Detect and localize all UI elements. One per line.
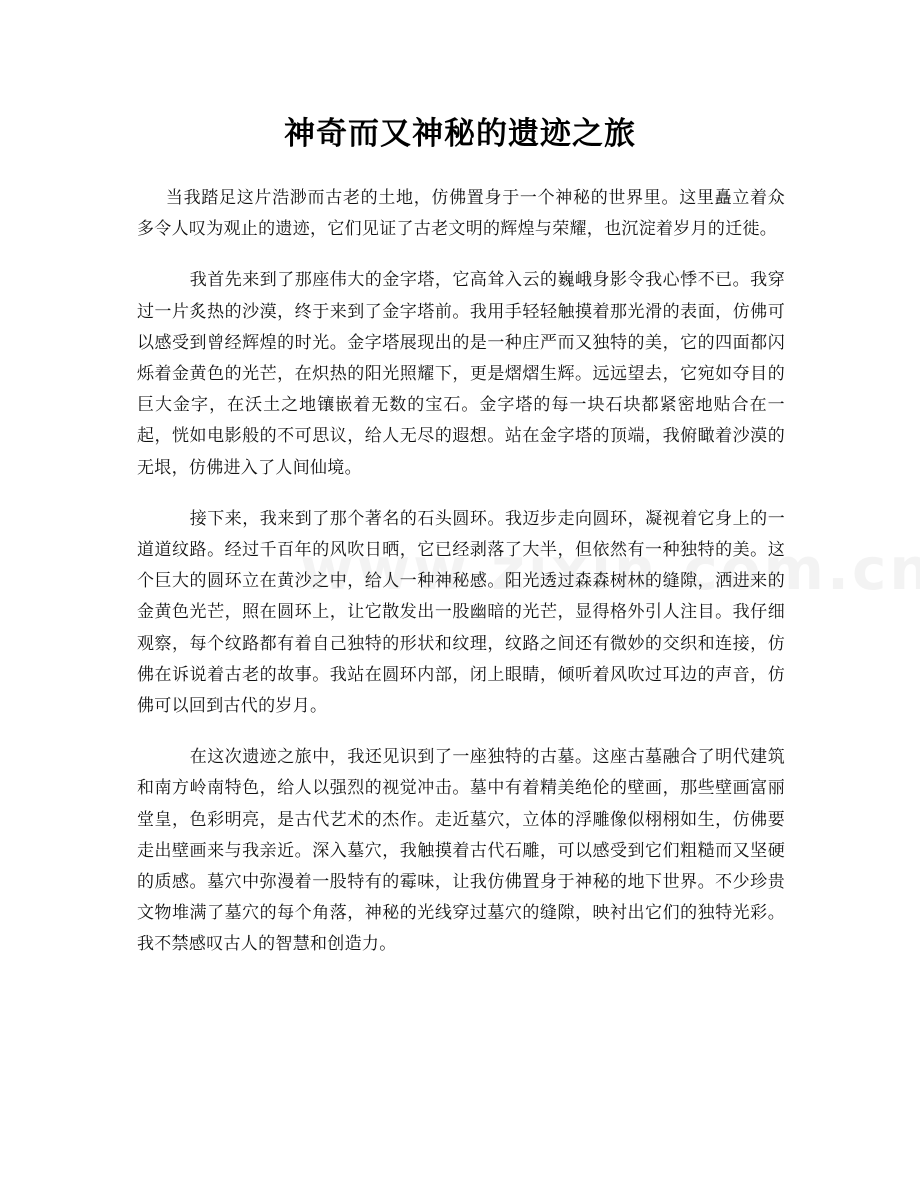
- paragraph-intro: 当我踏足这片浩渺而古老的土地，仿佛置身于一个神秘的世界里。这里矗立着众多令人叹为观止的遗迹，它们见证了古老文明的辉煌与荣耀，也沉淀着岁月的迁徙。: [137, 188, 785, 240]
- paragraph-pyramid: 我首先来到了那座伟大的金字塔，它高耸入云的巍峨身影令我心悸不已。我穿过一片炙热的沙漠，终于来到了金字塔前。我用手轻轻触摸着那光滑的表面，仿佛可以感受到曾经辉煌的时光。金字塔展现出的是一种庄严而又独特的美，它的四面都闪烁着金黄色的光芒，在炽热的阳光照耀下，更是熠熠生辉。远远望去，它宛如夺目的巨大金字，在沃土之地镶嵌着无数的宝石。金字塔的每一块石块都紧密地贴合在一起，恍如电影般的不可思议，给人无尽的遐想。站在金字塔的顶端，我俯瞰着沙漠的无垠，仿佛进入了人间仙境。: [137, 270, 785, 478]
- paragraph-tomb: 在这次遗迹之旅中，我还见识到了一座独特的古墓。这座古墓融合了明代建筑和南方岭南特色，给人以强烈的视觉冲击。墓中有着精美绝伦的壁画，那些壁画富丽堂皇，色彩明亮，是古代艺术的杰作。走近墓穴，立体的浮雕像似栩栩如生，仿佛要走出壁画来与我亲近。深入墓穴，我触摸着古代石雕，可以感受到它们粗糙而又坚硬的质感。墓穴中弥漫着一股特有的霉味，让我仿佛置身于神秘的地下世界。不少珍贵文物堆满了墓穴的每个角落，神秘的光线穿过墓穴的缝隙，映衬出它们的独特光彩。我不禁感叹古人的智慧和创造力。: [137, 747, 785, 955]
- document-body: [137, 183, 785, 981]
- document-title: 神奇而又神秘的遗迹之旅: [284, 116, 636, 152]
- paragraph-stone-ring: 接下来，我来到了那个著名的石头圆环。我迈步走向圆环，凝视着它身上的一道道纹路。经过千百年的风吹日晒，它已经剥落了大半，但依然有一种独特的美。这个巨大的圆环立在黄沙之中，给人一种神秘感。阳光透过森森树林的缝隙，洒进来的金黄色光芒，照在圆环上，让它散发出一股幽暗的光芒，显得格外引人注目。我仔细观察，每个纹路都有着自己独特的形状和纹理，纹路之间还有微妙的交织和连接，仿佛在诉说着古老的故事。我站在圆环内部，闭上眼睛，倾听着风吹过耳边的声音，仿佛可以回到古代的岁月。: [137, 508, 785, 717]
